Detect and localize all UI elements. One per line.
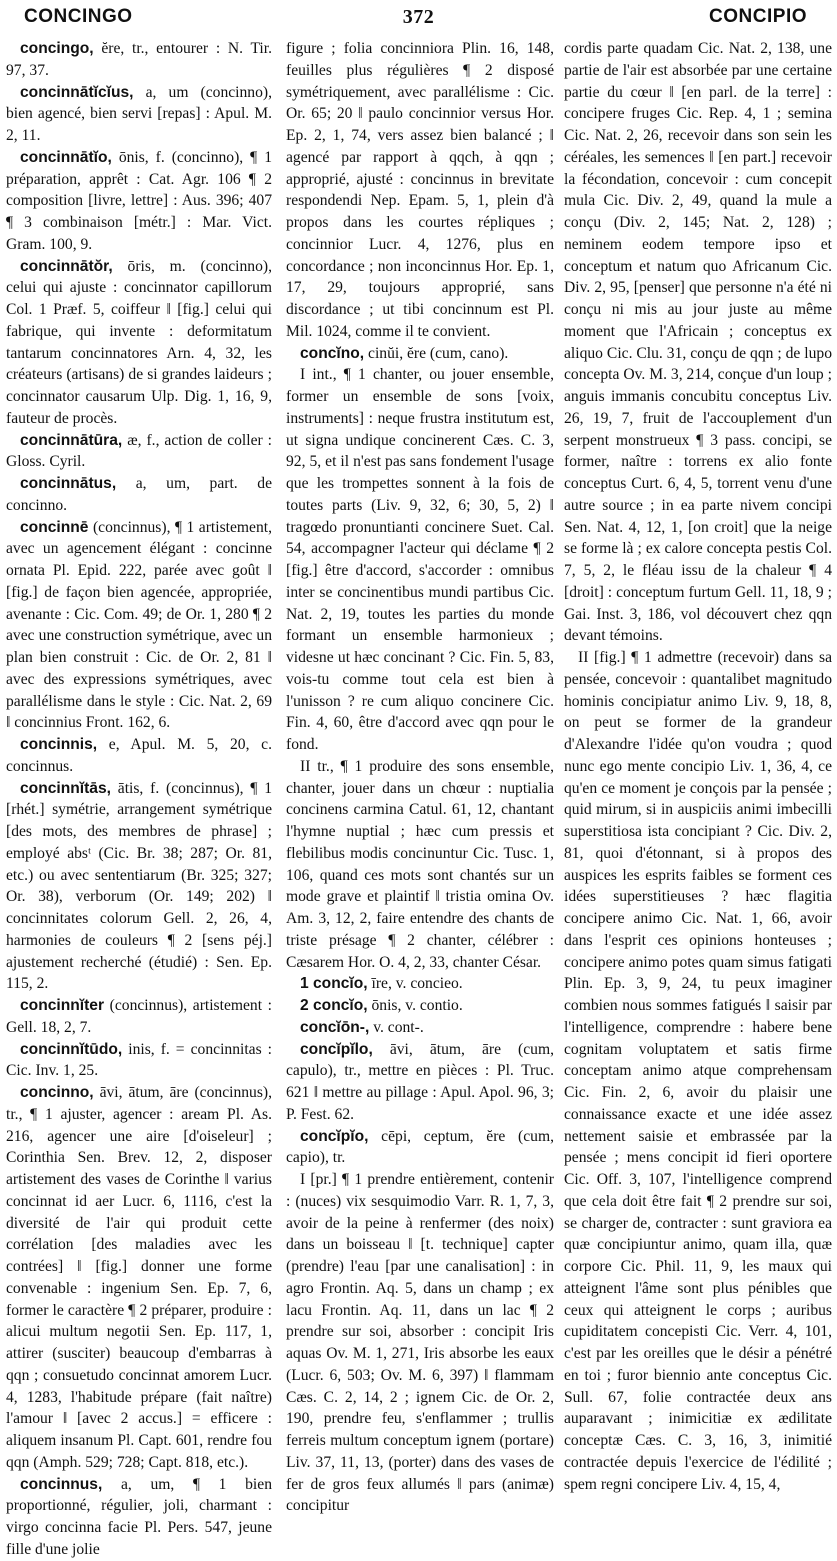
entry-text: II [fig.] ¶ 1 admettre (recevoir) dans sa pensée, concevoir : quantalibet magnitudo hominis concipiatur animo Liv. 9, 18, 8, on peut se former de la grandeur d'Alexandre l'idée qu'on voudra ; quod nunc ego mente concipio Liv. 1, 36, 4, ce qu'en ce moment je conçois par la pensée ; quid mirum, si in auspiciis animi imbecilli superstitiosa ista concipiant ? Cic. Div. 2, 81, quoi d'étonnant, si à propos des auspices les esprits faibles se forment ces idées superstitieuses ? hæc flagitia concipere animo Cic. Nat. 1, 66, avoir dans l'esprit ces opinions honteuses ; concipere animo potes quam simus fatigati Plin. Ep. 3, 9, 24, tu peux imaginer combien nous sommes fatigués ‖ saisir par l'intelligence, comprendre : habere bene cognitam voluptatem et satis firme conceptam animo atque comprehensam Cic. Fin. 2, 6, avoir du plaisir une connaissance exacte et une idée assez nettement saisie et embrassée par la pensée ; mens concipit id fieri oportere Cic. Off. 3, 107, l'intelligence comprend que cela doit être fait ¶ 2 prendre sur soi, se charger de, contracter : sunt graviora ea quæ concipiuntur animo, quam illa, quæ corpore Cic. Phil. 11, 9, les maux qui atteignent l'âme sont plus pénibles que ceux qui atteignent le corps ; auribus cupiditatem concepisti Cic. Verr. 4, 101, c'est par les oreilles que le désir a pénétré en toi ; furor biennio ante conceptus Cic. Sull. 67, folie contractée deux ans auparavant ; inimicitiæ ex ædilitate conceptæ Cæs. C. 3, 16, 3, inimitié contractée depuis l'exercice de l'édilité ; spem regni concipere Liv. 4, 15, 4, — [564, 649, 832, 1493]
entry-text: inis, f. = concinnitas : Cic. Inv. 1, 25. — [6, 1040, 272, 1080]
entry-text: ōris, m. (concinno), celui qui ajuste : concinnator capillorum Col. 1 Præf. 5, coiffeur ‖ [fig.] celui qui fabrique, qui invente : deformitatum tantarum concinnatores Arn. 4, 32, les créateurs (artisans) de si grandes laideurs ; concinnator causarum Ulp. Dig. 1, 16, 9, fauteur de procès. — [6, 257, 272, 427]
dictionary-entry — [6, 1039, 272, 1083]
entry-text: (concinnus), artistement : Gell. 18, 2, 7. — [6, 997, 272, 1036]
dictionary-entry — [564, 38, 832, 647]
entry-text: cēpi, ceptum, ĕre (cum, capio), tr. — [286, 1127, 554, 1167]
dictionary-entry — [286, 973, 554, 995]
dictionary-entry — [286, 1169, 554, 1517]
entry-text: cinŭi, ĕre (cum, cano). — [364, 344, 509, 362]
entry-headword: concinnĭtūdo, — [20, 1040, 123, 1058]
dictionary-entry — [6, 82, 272, 147]
entry-headword: concinnātĭo, — [20, 148, 112, 166]
entry-headword: concĭpĭlo, — [300, 1040, 373, 1058]
entry-text: I int., ¶ 1 chanter, ou jouer ensemble, former un ensemble de sons [voix, instruments] : neque frustra institutum est, ut signa undique concinerent Cæs. C. 3, 92, 5, et il n'est pas sans fondement l'usage que les trompettes sonnent à la fois de toutes parts (Liv. 9, 32, 6; 30, 5, 2) ‖ tragœdo pronuntianti concinere Suet. Cal. 54, accompagner l'acteur qui déclame ¶ 2 [fig.] être d'accord, s'accorder : omnibus inter se concinentibus mundi partibus Cic. Nat. 2, 19, toutes les parties du monde formant un ensemble harmonieux ; videsne ut hæc concinant ? Cic. Fin. 5, 83, vois-tu comme tout cela est bien à l'unisson ? re cum aliquo concinere Cic. Fin. 4, 60, être d'accord avec qqn pour le fond. — [286, 366, 554, 753]
page-number: 372 — [402, 6, 435, 28]
dictionary-entry — [6, 430, 272, 474]
entry-headword: concinnātus, — [20, 475, 117, 492]
dictionary-entry — [6, 38, 272, 82]
column-right — [564, 38, 832, 1493]
entry-headword: concinnātĭcĭus, — [20, 83, 134, 101]
dictionary-entry — [286, 756, 554, 974]
entry-text: e, Apul. M. 5, 20, c. concinnus. — [6, 736, 272, 775]
entry-text: figure ; folia concinniora Plin. 16, 148, feuilles plus régulières ¶ 2 disposé symétriquement, avec parallélisme : Cic. Or. 65; 20 ‖ paulo concinnior versus Hor. Ep. 2, 1, 74, vers assez bien balancé ; ‖ agencé par rapport à qqch, à qqn ; approprié, ajusté : concinnus in brevitate respondendi Nep. Epam. 5, 1, plein d'à propos dans les courtes répliques ; concinnior Lucr. 4, 1276, plus en concordance ; non inconcinnus Hor. Ep. 1, 17, 29, toujours approprié, sans discordance ; ut tibi concinnum est Pl. Mil. 1024, comme il te convient. — [286, 40, 554, 340]
entry-text: v. cont-. — [369, 1018, 424, 1036]
dictionary-entry — [286, 1017, 554, 1039]
entry-text: āvi, ātum, āre (concinnus), tr., ¶ 1 ajuster, agencer : aream Pl. As. 216, agencer une aire [d'oiseleur] ; Corinthia Sen. Brev. 12, 2, disposer artistement des vases de Corinthe ‖ varius concinnat id aer Lucr. 6, 1116, c'est la diversité de l'air qui produit cette corrélation [des maladies avec les contrées] ‖ [fig.] donner une forme convenable : ingenium Sen. Ep. 7, 6, former le caractère ¶ 2 préparer, produire : alicui multum negotii Sen. Ep. 117, 1, attirer (susciter) beaucoup d'embarras à qqn ; consuetudo concinnat amorem Lucr. 4, 1283, l'habitude prépare (fait naître) l'amour ‖ [avec 2 accus.] = efficere : aliquem insanum Pl. Capt. 601, rendre fou qqn (Amph. 529; 728; Capt. 818, etc.). — [6, 1084, 272, 1471]
entry-text: (concinnus), ¶ 1 artistement, avec un agencement élégant : concinne ornata Pl. Epid. 222, parée avec goût ‖ [fig.] de façon bien agencée, appropriée, avenante : Cic. Com. 49; de Or. 1, 280 ¶ 2 avec une construction symétrique, avec un plan bien construit : Cic. de Or. 2, 81 ‖ avec des expressions symétriques, avec parallélisme dans le style : Cic. Nat. 2, 69 ‖ concinnius Front. 162, 6. — [6, 518, 272, 732]
entry-headword: concinnē — [20, 518, 89, 536]
entry-text: ĕre, tr., entourer : N. Tir. 97, 37. — [6, 40, 272, 79]
entry-headword: 2 concĭo, — [300, 997, 368, 1014]
dictionary-entry — [6, 778, 272, 996]
dictionary-entry — [6, 517, 272, 735]
entry-headword: concinnis, — [20, 736, 98, 753]
dictionary-entry — [286, 1039, 554, 1126]
entry-text: a, um (concinno), bien agencé, bien servi [repas] : Apul. M. 2, 11. — [6, 83, 272, 144]
entry-headword: concinnātŏr, — [20, 257, 113, 275]
entry-headword: concĭno, — [300, 344, 365, 362]
dictionary-entry — [286, 995, 554, 1017]
dictionary-entry — [286, 38, 554, 343]
entry-text: a, um, ¶ 1 bien proportionné, régulier, joli, charmant : virgo concinna facie Pl. Pers. 547, jeune fille d'une jolie — [6, 1475, 272, 1558]
entry-text: ōnis, v. contio. — [367, 997, 463, 1014]
entry-text: āvi, ātum, āre (cum, capulo), tr., mettre en pièces : Pl. Truc. 621 ‖ mettre au pillage : Apul. Apol. 96, 3; P. Fest. 62. — [286, 1040, 554, 1123]
entry-headword: concinnātūra, — [20, 431, 123, 449]
entry-text: æ, f., action de coller : Gloss. Cyril. — [6, 431, 272, 471]
entry-text: cordis parte quadam Cic. Nat. 2, 138, une partie de l'air est absorbée par une certaine partie du cœur ‖ [en parl. de la terre] : concipere fruges Cic. Rep. 4, 1 ; semina Cic. Nat. 2, 26, recevoir dans son sein les céréales, les semences ‖ [en part.] recevoir la fécondation, concevoir : cum concepit mula Cic. Div. 2, 49, quand la mule a conçu (Div. 2, 145; Nat. 2, 128) ; neminem eodem tempore ipso et conceptum et natum quo Africanum Cic. Div. 2, 95, [penser] que personne n'a été ni conçu ni mis au jour juste au même moment que l'Africain ; conceptus ex aliquo Cic. Clu. 31, conçu de qqn ; de lupo concepta Ov. M. 3, 214, conçue d'un loup ; anguis immanis concubitu conceptus Liv. 26, 19, 7, fruit de l'accouplement d'un serpent monstrueux ¶ 3 pass. concipi, se former, naître : torrens ex alio fonte conceptus Curt. 6, 4, 5, torrent venu d'une autre source ; in ea parte nivem concipi Sen. Nat. 4, 12, 1, [on croit] que la neige se forme là ; ex calore concepta pestis Col. 7, 5, 2, le fléau issu de la chaleur ¶ 4 [droit] : conceptum furtum Gell. 11, 18, 9 ; Gai. Inst. 3, 186, vol découvert chez qqn devant témoins. — [564, 40, 832, 645]
entry-headword: concinnĭter — [20, 997, 105, 1014]
dictionary-entry — [6, 1474, 272, 1561]
running-head-left: CONCINGO — [24, 6, 133, 27]
entry-headword: concingo, — [20, 40, 94, 57]
entry-text: īre, v. concieo. — [367, 975, 463, 993]
entry-headword: 1 concĭo, — [300, 975, 368, 993]
running-head-right: CONCIPIO — [709, 6, 807, 27]
entry-text: a, um, part. de concinno. — [6, 475, 272, 514]
dictionary-entry — [6, 995, 272, 1039]
entry-text: I [pr.] ¶ 1 prendre entièrement, contenir : (nuces) vix sesquimodio Varr. R. 1, 7, 3, avoir de la peine à renfermer (des noix) dans un boisseau ‖ [t. technique] capter (prendre) l'eau [par une canalisation] : in agro Frontin. Aq. 5, dans un champ ; ex lacu Frontin. Aq. 11, dans un lac ¶ 2 prendre sur soi, absorber : concipit Iris aquas Ov. M. 1, 271, Iris absorbe les eaux (Lucr. 6, 503; Ov. M. 6, 397) ‖ flammam Cæs. C. 2, 14, 2 ; ignem Cic. de Or. 2, 190, prendre feu, s'enflammer ; trullis ferreis multum conceptum ignem (portare) Liv. 37, 11, 13, (porter) dans des vases de fer de gros feux allumés ‖ pars (animæ) concipitur — [286, 1171, 554, 1515]
dictionary-entry — [564, 647, 832, 1495]
entry-headword: concinno, — [20, 1084, 94, 1101]
entry-headword: concĭpĭo, — [300, 1127, 369, 1145]
entry-text: ātis, f. (concinnus), ¶ 1 [rhét.] symétrie, arrangement symétrique [des mots, des membres de phrase] ; employé absᵗ (Cic. Br. 38; 287; Or. 81, etc.) ou avec sententiarum (Br. 325; 327; Or. 38), verborum (Or. 149; 202) ‖ concinnitates colorum Gell. 2, 26, 4, harmonies de couleurs ¶ 2 [sens péj.] ajustement recherché (étudié) : Sen. Ep. 115, 2. — [6, 779, 272, 993]
dictionary-entry — [6, 1082, 272, 1474]
entry-headword: concĭōn-, — [300, 1018, 370, 1036]
dictionary-entry — [286, 1126, 554, 1170]
dictionary-entry — [286, 364, 554, 756]
dictionary-entry — [286, 343, 554, 365]
column-left — [6, 38, 272, 1558]
column-middle — [286, 38, 554, 1515]
dictionary-entry — [6, 473, 272, 517]
entry-text: II tr., ¶ 1 produire des sons ensemble, chanter, jouer dans un chœur : nuptialia concinens carmina Catul. 61, 12, chantant l'hymne nuptial ; hæc cum pressis et flebilibus modis concinuntur Cic. Tusc. 1, 106, quand ces mots sont chantés sur un mode grave et plaintif ‖ tristia omina Ov. Am. 3, 12, 2, faire entendre des chants de triste présage ¶ 2 chanter, célébrer : Cæsarem Hor. O. 4, 2, 33, chanter César. — [286, 757, 554, 971]
entry-text: ōnis, f. (concinno), ¶ 1 préparation, apprêt : Cat. Agr. 106 ¶ 2 composition [livre, lettre] : Aus. 396; 407 ¶ 3 combinaison [métr.] : Mar. Vict. Gram. 100, 9. — [6, 148, 272, 253]
dictionary-entry — [6, 256, 272, 430]
entry-headword: concinnĭtās, — [20, 779, 111, 797]
dictionary-entry — [6, 147, 272, 256]
dictionary-entry — [6, 734, 272, 778]
entry-headword: concinnus, — [20, 1475, 103, 1493]
